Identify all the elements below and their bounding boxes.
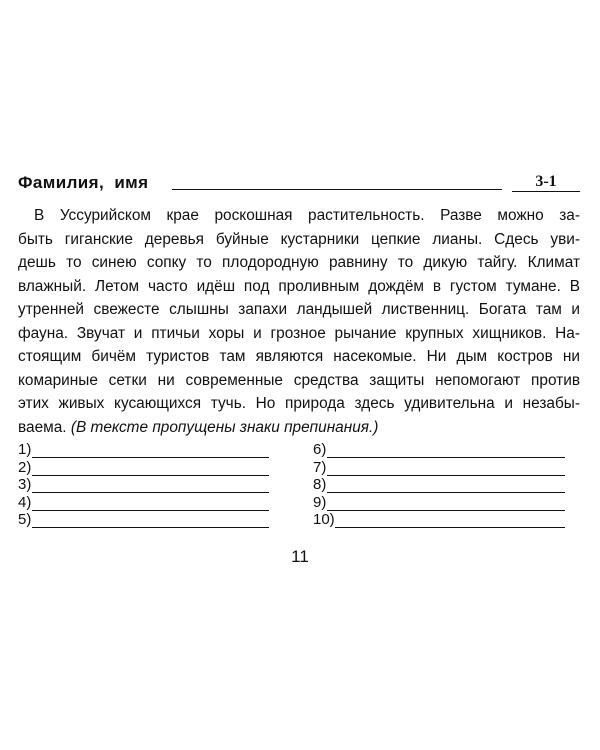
answer-item[interactable] [313,476,326,494]
answer-number: 5) [18,511,32,529]
exercise-code: 3-1 [512,173,580,192]
answer-item[interactable] [18,459,31,477]
text-line-start: ваема. [18,418,71,436]
text-line: комариные сетки ни современные средства защиты непомогают против [18,371,580,389]
instruction-note: (В тексте пропущены знаки препинания.) [70,418,379,436]
answer-number: 10) [313,511,335,529]
answer-item[interactable] [18,494,31,512]
answer-blank[interactable] [32,457,269,458]
answer-item[interactable] [313,459,326,477]
answer-blank[interactable] [327,457,565,458]
page-number: 11 [291,547,309,566]
answer-number: 8) [313,476,327,494]
answer-number: 6) [313,441,327,458]
name-field-line[interactable] [172,189,502,190]
answer-blank[interactable] [32,527,269,528]
answer-blank[interactable] [327,475,565,476]
text-line: дешь то синею сопку то плодородную равнину то дикую тайгу. Климат [18,254,580,271]
answer-item[interactable] [18,441,31,459]
text-line: стоящим бичём туристов там являются насекомые. Ни дым костров ни [18,348,580,365]
answer-number: 1) [18,441,32,458]
answer-blank[interactable] [32,492,269,493]
answer-item[interactable] [18,476,31,494]
name-label: Фамилия, имя [18,173,149,192]
answer-number: 9) [313,493,327,511]
header [18,173,580,195]
text-line: влажный. Летом часто идёш под проливным дождём в густом тумане. В [18,277,580,295]
answer-item[interactable] [313,441,326,459]
answer-item[interactable] [18,511,31,529]
answer-blank[interactable] [327,510,565,511]
text-line: утренней свежесте слышны запахи ландышей лиственниц. Богата там и [18,301,580,318]
answer-blank[interactable] [32,510,269,511]
answer-number: 4) [18,493,32,511]
text-line-last [18,416,580,440]
answer-blank[interactable] [335,527,565,528]
answer-number: 7) [313,458,327,476]
text-line: фауна. Звучат и птичьи хоры и грозное рычание крупных хищников. На- [18,324,580,342]
text-line: этих живых кусающихся тучь. Но природа здесь удивительна и незабы- [18,395,580,412]
answer-item[interactable] [313,511,335,529]
answer-blank[interactable] [327,492,565,493]
answer-blank[interactable] [32,475,269,476]
text-line: В Уссурийском крае роскошная растительность. Разве можно за- [34,207,580,224]
exercise-text [18,204,580,439]
answer-item[interactable] [313,494,326,512]
answer-number: 3) [18,476,32,494]
text-line: быть гиганские деревья буйные кустарники цепкие лианы. Сдесь уви- [18,230,580,248]
answer-number: 2) [18,458,32,476]
